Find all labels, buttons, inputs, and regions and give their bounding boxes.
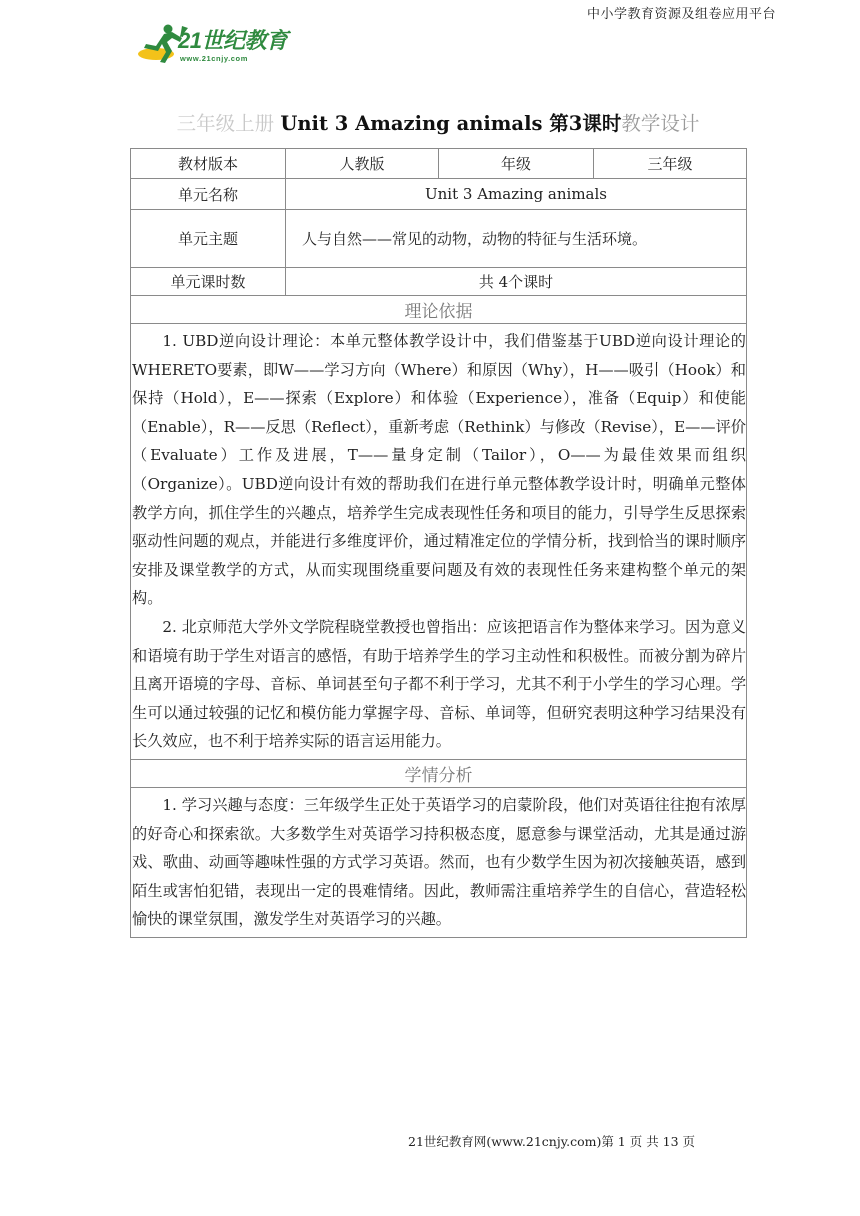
analysis-paragraph-1: 1. 学习兴趣与态度：三年级学生正处于英语学习的启蒙阶段，他们对英语往往抱有浓厚的好奇心和探索欲。大多数学生对英语学习持积极态度，愿意参与课堂活动，尤其是通过游戏、歌曲、动画等趣味性强的方式学习英语。然而，也有少数学生因为初次接触英语，感到陌生或害怕犯错，表现出一定的畏难情绪。因此，教师需注重培养学生的自信心，营造轻松愉快的课堂氛围，激发学生对英语学习的兴趣。	[132, 795, 746, 929]
unit-name-label: 单元名称	[131, 179, 286, 210]
analysis-heading: 学情分析	[131, 759, 747, 787]
title-suffix: 教学设计	[621, 112, 700, 135]
page-footer: 21世纪教育网(www.21cnjy.com)第 1 页 共 13 页	[408, 1134, 696, 1149]
lesson-plan-table	[130, 148, 747, 938]
table-row	[131, 210, 747, 268]
title-unit: Unit 3 Amazing animals 第3课时	[280, 112, 622, 135]
table-row	[131, 787, 747, 937]
textbook-label: 教材版本	[131, 149, 286, 179]
lessons-label: 单元课时数	[131, 268, 286, 296]
logo-text: 21世纪教育	[178, 28, 288, 53]
textbook-value: 人教版	[286, 149, 439, 179]
theory-paragraph-1: 1. UBD逆向设计理论：本单元整体教学设计中，我们借鉴基于UBD逆向设计理论的WHERETO要素，即W——学习方向（Where）和原因（Why），H——吸引（Hook）和保持（Hold），E——探索（Explore）和体验（Experience），准备（Equip）和使能（Enable），R——反思（Reflect），重新考虑（Rethink）与修改（Revise），E——评价（Evaluate）工作及进展，T——量身定制（Tailor），O——为最佳效果而组织（Organize）。UBD逆向设计有效的帮助我们在进行单元整体教学设计时，明确单元整体教学方向，抓住学生的兴趣点，培养学生完成表现性任务和项目的能力，引导学生反思探索驱动性问题的观点，并能进行多维度评价，通过精准定位的学情分析，找到恰当的课时顺序安排及课堂教学的方式，从而实现围绕重要问题及有效的表现性任务来建构整个单元的架构。	[132, 332, 746, 608]
table-row	[131, 296, 747, 324]
unit-name-value: Unit 3 Amazing animals	[286, 179, 747, 210]
page-title	[130, 108, 746, 136]
lessons-value: 共 4个课时	[286, 268, 747, 296]
logo-url: www.21cnjy.com	[180, 54, 249, 63]
title-grade: 三年级上册	[176, 112, 275, 135]
unit-theme-value: 人与自然——常见的动物，动物的特征与生活环境。	[286, 210, 747, 268]
analysis-content	[131, 787, 747, 937]
grade-value: 三年级	[594, 149, 747, 179]
table-row	[131, 149, 747, 179]
theory-paragraph-2: 2. 北京师范大学外文学院程晓堂教授也曾指出：应该把语言作为整体来学习。因为意义和语境有助于学生对语言的感悟，有助于培养学生的学习主动性和积极性。而被分割为碎片且离开语境的字母、音标、单词甚至句子都不利于学习，尤其不利于小学生的学习心理。学生可以通过较强的记忆和模仿能力掌握字母、音标、单词等，但研究表明这种学习结果没有长久效应，也不利于培养实际的语言运用能力。	[132, 617, 746, 751]
theory-heading: 理论依据	[131, 296, 747, 324]
grade-label: 年级	[439, 149, 594, 179]
table-row	[131, 268, 747, 296]
table-row	[131, 759, 747, 787]
theory-content	[131, 324, 747, 760]
table-row	[131, 179, 747, 210]
unit-theme-label: 单元主题	[131, 210, 286, 268]
platform-title: 中小学教育资源及组卷应用平台	[586, 7, 776, 22]
table-row	[131, 324, 747, 760]
